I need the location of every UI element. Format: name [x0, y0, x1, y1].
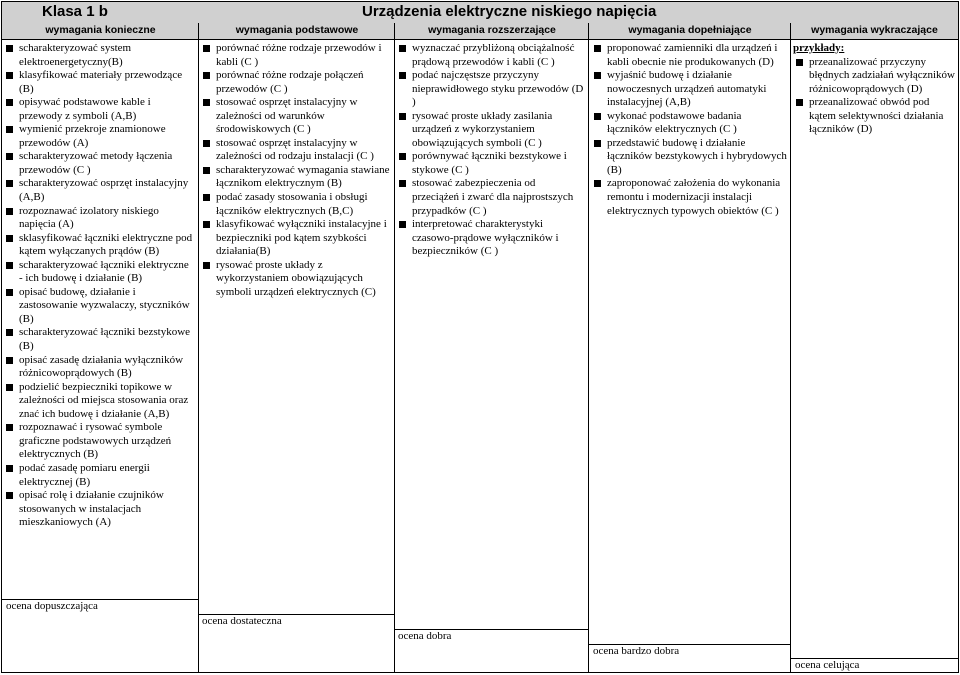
requirement-item: interpretować charakterystyki czasowo-prądowe wyłączników i bezpieczników (C )	[396, 218, 585, 259]
bullet-icon	[594, 45, 601, 52]
requirement-item: opisać rolę i działanie czujników stosowanych w instalacjach mieszkaniowych (A)	[3, 489, 193, 530]
requirement-item: stosować osprzęt instalacyjny w zależności od warunków środowiskowych (C )	[200, 96, 390, 137]
class-label: Klasa 1 b	[42, 3, 108, 20]
requirement-item: scharakteryzować wymagania stawiane łącznikom elektrycznym (B)	[200, 164, 390, 191]
bullet-icon	[399, 180, 406, 187]
examples-label: przykłady:	[793, 42, 845, 54]
bullet-icon	[6, 384, 13, 391]
header-konieczne: wymagania konieczne	[45, 24, 156, 36]
bullet-icon	[6, 153, 13, 160]
bullet-icon	[6, 492, 13, 499]
header-wykraczajace: wymagania wykraczające	[811, 24, 938, 36]
bullet-icon	[6, 208, 13, 215]
requirement-item: proponować zamienniki dla urządzeń i kabli obecnie nie produkowanych (D)	[591, 42, 787, 69]
requirement-item: podać zasady stosowania i obsługi łączników elektrycznych (B,C)	[200, 191, 390, 218]
bullet-icon	[796, 59, 803, 66]
requirement-item: przedstawić budowę i działanie łączników bezstykowych i hybrydowych (B)	[591, 137, 787, 178]
requirement-item: opisać budowę, działanie i zastosowanie wyzwalaczy, styczników (B)	[3, 286, 193, 327]
bullet-icon	[594, 72, 601, 79]
column-divider	[790, 23, 791, 672]
bullet-icon	[203, 140, 210, 147]
bullet-icon	[203, 194, 210, 201]
bullet-icon	[6, 424, 13, 431]
bullet-icon	[399, 221, 406, 228]
bullet-icon	[399, 113, 406, 120]
header-podstawowe: wymagania podstawowe	[235, 24, 359, 36]
requirement-item: podać najczęstsze przyczyny nieprawidłowego styku przewodów (D )	[396, 69, 585, 110]
bullet-icon	[6, 329, 13, 336]
requirement-item: scharakteryzować łączniki bezstykowe (B)	[3, 326, 193, 353]
bullet-icon	[594, 140, 601, 147]
column-divider	[394, 23, 395, 672]
column-dopelniajace	[591, 42, 787, 218]
bullet-icon	[6, 357, 13, 364]
bullet-icon	[6, 235, 13, 242]
bullet-icon	[6, 465, 13, 472]
requirement-item: scharakteryzować system elektroenergetyczny(B)	[3, 42, 193, 69]
requirement-item: wymienić przekroje znamionowe przewodów (A)	[3, 123, 193, 150]
requirement-item: wyznaczać przybliżoną obciążalność prądową przewodów i kabli (C )	[396, 42, 585, 69]
requirement-item: porównać różne rodzaje połączeń przewodów (C )	[200, 69, 390, 96]
requirement-item: stosować zabezpieczenia od przeciążeń i zwarć dla najprostszych przypadków (C )	[396, 177, 585, 218]
bullet-icon	[6, 180, 13, 187]
bullet-icon	[399, 45, 406, 52]
requirement-item: scharakteryzować metody łączenia przewodów (C )	[3, 150, 193, 177]
column-divider	[588, 23, 589, 672]
title-bar	[2, 2, 958, 24]
grade-bardzo-dobra: ocena bardzo dobra	[593, 645, 680, 657]
column-divider	[198, 23, 199, 672]
column-konieczne	[3, 42, 193, 530]
header-rozszerzajace: wymagania rozszerzające	[428, 24, 556, 36]
grade-celujaca: ocena celująca	[795, 659, 860, 671]
bullet-icon	[594, 180, 601, 187]
requirement-item: klasyfikować materiały przewodzące (B)	[3, 69, 193, 96]
requirement-item: przeanalizować przyczyny błędnych zadziałań wyłączników różnicowoprądowych (D)	[793, 56, 955, 97]
column-rozszerzajace	[396, 42, 585, 259]
requirement-item: stosować osprzęt instalacyjny w zależności od rodzaju instalacji (C )	[200, 137, 390, 164]
requirement-item: scharakteryzować łączniki elektryczne - ich budowę i działanie (B)	[3, 259, 193, 286]
requirement-item: rysować proste układy zasilania urządzeń z wykorzystaniem obowiązujących symboli (C )	[396, 110, 585, 151]
bullet-icon	[6, 126, 13, 133]
column-header-row	[2, 23, 958, 40]
bullet-icon	[399, 72, 406, 79]
requirements-sheet	[1, 1, 959, 673]
requirement-item: klasyfikować wyłączniki instalacyjne i bezpieczniki pod kątem szybkości działania(B)	[200, 218, 390, 259]
bullet-icon	[203, 45, 210, 52]
requirement-item: rysować proste układy z wykorzystaniem obowiązujących symboli urządzeń elektrycznych (C)	[200, 259, 390, 300]
requirement-item: scharakteryzować osprzęt instalacyjny (A,B)	[3, 177, 193, 204]
grade-dostateczna: ocena dostateczna	[202, 615, 282, 627]
bullet-icon	[203, 72, 210, 79]
bullet-icon	[399, 153, 406, 160]
requirement-item: przeanalizować obwód pod kątem selektywności działania łączników (D)	[793, 96, 955, 137]
requirement-item: zaproponować założenia do wykonania remontu i modernizacji instalacji elektrycznych typowych obiektów (C )	[591, 177, 787, 218]
requirement-item: porównać różne rodzaje przewodów i kabli (C )	[200, 42, 390, 69]
bullet-icon	[203, 99, 210, 106]
requirement-item: podać zasadę pomiaru energii elektrycznej (B)	[3, 462, 193, 489]
requirement-item: porównywać łączniki bezstykowe i stykowe (C )	[396, 150, 585, 177]
column-podstawowe	[200, 42, 390, 299]
bullet-icon	[6, 45, 13, 52]
grade-dopuszczajaca: ocena dopuszczająca	[6, 600, 98, 612]
bullet-icon	[203, 167, 210, 174]
bullet-icon	[6, 72, 13, 79]
bullet-icon	[6, 262, 13, 269]
requirement-item: opisać zasadę działania wyłączników różnicowoprądowych (B)	[3, 354, 193, 381]
topic-title: Urządzenia elektryczne niskiego napięcia	[362, 3, 657, 20]
header-dopelniajace: wymagania dopełniające	[628, 24, 752, 36]
requirement-item: wyjaśnić budowę i działanie nowoczesnych urządzeń automatyki instalacyjnej (A,B)	[591, 69, 787, 110]
requirement-item: rozpoznawać i rysować symbole graficzne podstawowych urządzeń elektrycznych (B)	[3, 421, 193, 462]
bullet-icon	[796, 99, 803, 106]
requirement-item: sklasyfikować łączniki elektryczne pod kątem wyłączanych prądów (B)	[3, 232, 193, 259]
grade-dobra: ocena dobra	[398, 630, 452, 642]
requirement-item: opisywać podstawowe kable i przewody z symboli (A,B)	[3, 96, 193, 123]
requirement-item: podzielić bezpieczniki topikowe w zależności od miejsca stosowania oraz znać ich budowę i działanie (A,B)	[3, 381, 193, 422]
bullet-icon	[203, 262, 210, 269]
bullet-icon	[6, 99, 13, 106]
bullet-icon	[203, 221, 210, 228]
bullet-icon	[6, 289, 13, 296]
requirement-item: wykonać podstawowe badania łączników elektrycznych (C )	[591, 110, 787, 137]
requirement-item: rozpoznawać izolatory niskiego napięcia (A)	[3, 205, 193, 232]
column-wykraczajace	[793, 42, 955, 137]
bullet-icon	[594, 113, 601, 120]
